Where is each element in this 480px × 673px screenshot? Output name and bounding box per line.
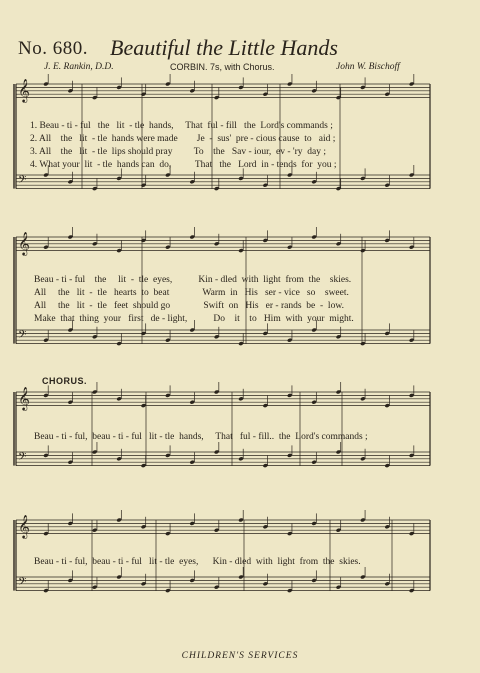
composer-credit: John W. Bischoff [336,62,400,72]
treble-clef: 𝄞 [18,78,30,102]
author-credit: J. E. Rankin, D.D. [44,62,114,72]
chorus-line-2: Beau - ti - ful, beau - ti - ful lit - tle eyes, Kin - dled with light from the skies. [34,557,361,567]
bass-clef: 𝄢 [18,451,27,466]
page-footer: CHILDREN'S SERVICES [181,651,299,661]
verse-1-line-2: Beau - ti - ful the lit - tle eyes, Kin - dled with light from the skies. [34,275,352,285]
hymn-title: Beautiful the Little Hands [110,35,338,60]
chorus-label: CHORUS. [42,376,88,386]
treble-clef: 𝄞 [18,231,30,255]
verse-4-line-2: Make that thing your first de - light, Do it to Him with your might. [34,314,354,324]
chorus-line-1: Beau - ti - ful, beau - ti - ful lit - tle hands, That ful - fill.. the Lord's commands ; [34,432,368,442]
bass-clef: 𝄢 [18,174,27,189]
verse-3-line-1: 3. All the lit - tle lips should pray To the Sav - iour, ev - 'ry day ; [30,147,327,157]
treble-clef: 𝄞 [18,514,30,538]
verse-2-line-1: 2. All the lit - tle hands were made Je - sus' pre - cious cause to aid ; [30,134,336,144]
hymn-number: No. 680. [18,38,88,59]
bass-clef: 𝄢 [18,576,27,591]
verse-1-line-1: 1. Beau - ti - ful the lit - tle hands, That ful - fill the Lord's commands ; [30,121,333,131]
bass-clef: 𝄢 [18,329,27,344]
treble-clef: 𝄞 [18,386,30,410]
verse-4-line-1: 4. What your lit - tle hands can do, That the Lord in - tends for you ; [30,160,337,170]
verse-3-line-2: All the lit - tle feet should go Swift on His er - rands be - low. [34,301,344,311]
verse-2-line-2: All the lit - tle hearts to beat Warm in His ser - vice so sweet. [34,288,349,298]
tune-credit: CORBIN. 7s, with Chorus. [170,62,275,72]
